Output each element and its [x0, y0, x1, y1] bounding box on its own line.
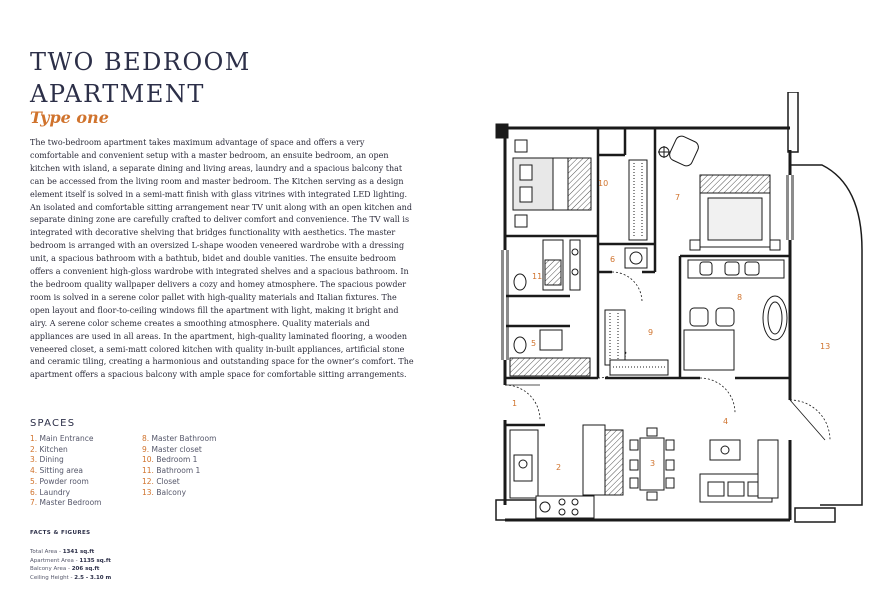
facts-heading: FACTS & FIGURES: [30, 530, 91, 536]
bathroom-1-fixtures: [514, 240, 580, 290]
room-label: 11: [532, 272, 543, 281]
bedroom-1-bed: [513, 158, 591, 210]
fact-item: Ceiling Height - 2.5 - 3.10 m: [30, 575, 112, 582]
bedroom-1-wardrobe: [629, 160, 647, 240]
spaces-list-column-1: [30, 434, 101, 509]
room-label: 4: [723, 417, 729, 426]
room-label: 5: [531, 339, 537, 348]
spaces-heading: SPACES: [30, 418, 76, 429]
floor-plan: [490, 92, 870, 562]
space-item: 13. Balcony: [142, 487, 187, 497]
space-item: 4. Sitting area: [30, 466, 83, 476]
page-title-line-1: TWO BEDROOM: [30, 48, 251, 76]
master-closet: [605, 310, 668, 375]
space-item: 5. Powder room: [30, 476, 89, 486]
space-item: 8. Master Bathroom: [142, 434, 217, 443]
space-item: 7. Master Bedroom: [30, 498, 102, 508]
tv-unit: [758, 440, 778, 498]
structural-column: [788, 92, 798, 152]
room-label: 1: [512, 399, 518, 408]
structural-column: [795, 508, 835, 522]
master-bathroom-fixtures: [684, 260, 787, 370]
spaces-list-column-2: [142, 434, 216, 498]
space-item: 6. Laundry: [30, 487, 71, 497]
room-label: 10: [598, 179, 609, 188]
space-item: 1. Main Entrance: [30, 434, 94, 443]
structural-column: [496, 500, 536, 520]
laundry-appliances: [625, 248, 647, 268]
apartment-description: The two-bedroom apartment takes maximum advantage of space and offers a very comfortable and convenient setup with a master bedroom, an ensuite bedroom, an open kitchen with island, a separate dining and living areas, laundry and a spacious balcony that can be accessed from the living room and master bedroom. The Kitchen serving as a design element itself is solved in a semi-matt finish with glass vitrines with integrated LED lighting. An isolated and comfortable sitting arrangement near TV unit along with an open kitchen and separate dining zone are carefully crafted to deliver comfort and convenience. The TV wall is integrated with decorative shelving that bridges functionality with aesthetics. The master bedroom is arranged with an oversized L-shape wooden veneered wardrobe with a dressing unit, a spacious bathroom with a bathtub, bidet and double vanities. The ensuite bedroom offers a convenient high-gloss wardrobe with integrated shelves and a spacious bathroom. In the bedroom quality wallpaper delivers a cozy and homey atmosphere. The spacious powder room is solved in a serene color pallet with high-quality materials and Italian fixtures. The open layout and floor-to-ceiling windows fill the apartment with light, making it bright and airy. A serene color scheme creates a smoothing atmosphere. Quality materials and appliances are used in all areas. In the apartment, high-quality laminated flooring, a wooden veneered closet, a semi-matt colored kitchen with quality in-built appliances, artificial stone and ceramic tiling, creating a harmonious and outstanding space for the owner’s comfort. The apartment offers a spacious balcony with ample space for comfortable sitting arrangements.: [30, 138, 414, 380]
space-item: 2. Kitchen: [30, 444, 68, 454]
room-label: 8: [737, 293, 743, 302]
room-label: 7: [675, 193, 681, 202]
master-bed: [690, 175, 780, 250]
space-item: 10. Bedroom 1: [142, 455, 198, 465]
space-item: 9. Master closet: [142, 444, 202, 454]
room-label: 13: [820, 342, 831, 351]
room-label: 3: [650, 459, 656, 468]
facts-list: [30, 548, 111, 583]
page-subtitle: Type one: [30, 108, 109, 127]
powder-room-fixtures: [510, 330, 590, 376]
balcony-rail: [798, 165, 862, 505]
fact-item: Apartment Area - 1135 sq.ft: [30, 557, 111, 564]
space-item: 11. Bathroom 1: [142, 466, 201, 476]
coffee-table: [710, 440, 740, 460]
room-label: 6: [610, 255, 616, 264]
room-label: 9: [648, 328, 654, 337]
fact-item: Total Area - 1341 sq.ft: [30, 549, 95, 555]
room-label: 2: [556, 463, 562, 472]
space-item: 3. Dining: [30, 455, 64, 465]
fact-item: Balcony Area - 206 sq.ft: [30, 566, 100, 573]
space-item: 12. Closet: [142, 476, 180, 486]
armchair: [658, 134, 700, 168]
page-title-line-2: APARTMENT: [30, 80, 205, 108]
